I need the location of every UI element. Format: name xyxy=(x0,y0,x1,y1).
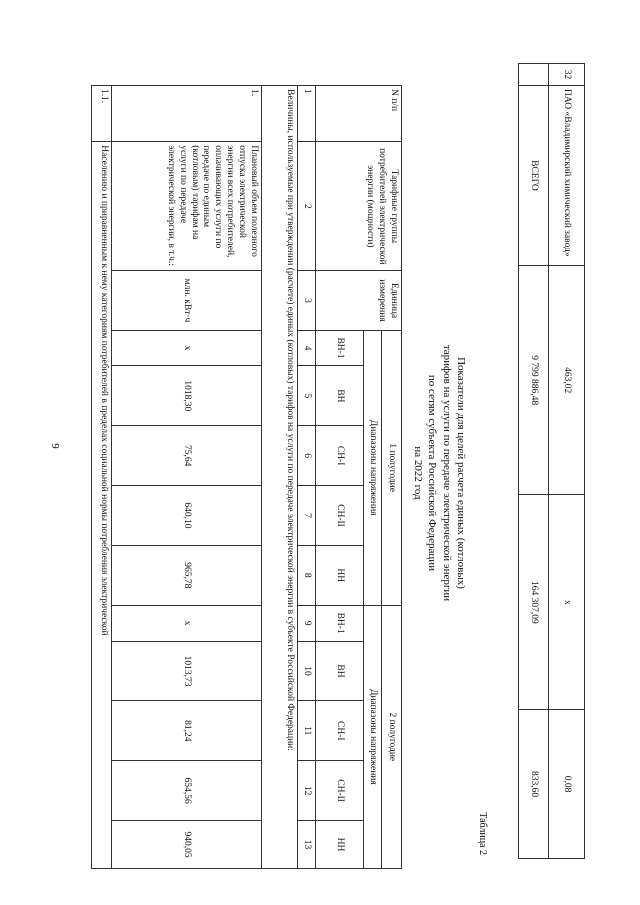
column-number: 2 xyxy=(298,142,316,271)
table-row xyxy=(112,86,262,869)
section-row xyxy=(262,86,298,869)
cell-value: 9 799 886,48 xyxy=(519,265,549,495)
column-number: 8 xyxy=(298,545,316,605)
page-number: 9 xyxy=(48,443,61,449)
column-number: 7 xyxy=(298,486,316,546)
column-number: 4 xyxy=(298,330,316,366)
col-header-sn1: СН-I xyxy=(316,701,364,761)
col-header-unit: Единица измерения xyxy=(316,271,402,330)
heading-line: на 2022 год xyxy=(412,446,425,500)
cell-value: 640,10 xyxy=(112,486,262,546)
column-number: 6 xyxy=(298,426,316,486)
cell-value: 965,78 xyxy=(112,545,262,605)
col-header-ranges: Диапазоны напряжения xyxy=(364,330,382,605)
cell-value: 75,64 xyxy=(112,426,262,486)
header-row xyxy=(382,86,402,869)
column-number: 9 xyxy=(298,605,316,641)
col-header-half2: 2 полугодие xyxy=(382,605,402,868)
row-number: 32 xyxy=(549,64,585,86)
column-number: 5 xyxy=(298,366,316,426)
col-header-sn1: СН-I xyxy=(316,426,364,486)
table-row xyxy=(92,86,112,869)
col-header-half1: 1 полугодие xyxy=(382,330,402,605)
cell-value: 1013,73 xyxy=(112,641,262,701)
cell-value: 0,08 xyxy=(549,710,585,859)
total-row xyxy=(519,64,549,859)
cell-value: 81,24 xyxy=(112,701,262,761)
col-header-nn: НН xyxy=(316,545,364,605)
table-heading xyxy=(411,213,468,733)
col-header-sn2: СН-II xyxy=(316,486,364,546)
col-header-ranges: Диапазоны напряжения xyxy=(364,605,382,868)
company-name: ПАО «Владимирский химический завод» xyxy=(549,85,585,265)
row-text: Населению и приравненным к нему категориям потребителей в пределах социальной нормы потребления электрической xyxy=(92,142,112,869)
row-number: 1.1. xyxy=(92,86,112,142)
cell-value: 1018,30 xyxy=(112,366,262,426)
cell-value: 164 307,09 xyxy=(519,495,549,710)
column-number: 11 xyxy=(298,701,316,761)
column-number: 12 xyxy=(298,761,316,821)
tariff-indicators-table xyxy=(91,85,402,869)
column-number: 1 xyxy=(298,86,316,142)
cell-value: 654,56 xyxy=(112,761,262,821)
col-header-vn1: ВН-1 xyxy=(316,605,364,641)
col-header-group: Тарифные группы потребителей электрической энергии (мощности) xyxy=(316,142,402,271)
cell-value: x xyxy=(549,495,585,710)
row-label: Плановый объем полезного отпуска электрической энергии всех потребителей, оплачивающих услуги по передаче по единым (котловым) тарифам на услуги по передаче электрической энергии, в т.ч.: xyxy=(112,142,262,271)
col-header-num: N п/п xyxy=(316,86,402,142)
section-text: Величины, используемые при утверждении (расчете) единых (котловых) тарифов на услуги по передаче электрической энергии в субъекте Российской Федерации: xyxy=(262,86,298,869)
heading-line: Показатели для целей расчета единых (котловых) xyxy=(455,357,467,589)
col-header-sn2: СН-II xyxy=(316,761,364,821)
column-numbers-row xyxy=(298,86,316,869)
row-number: 1. xyxy=(112,86,262,142)
heading-line: тарифов на услуги по передаче электрической энергии xyxy=(440,344,453,602)
column-number: 10 xyxy=(298,641,316,701)
cell-value: x xyxy=(112,330,262,366)
landscape-content xyxy=(85,63,585,869)
column-number: 13 xyxy=(298,821,316,869)
table-caption: Таблица 2 xyxy=(477,812,488,855)
heading-line: по сетям субъекта Российской Федерации xyxy=(426,374,439,572)
table-row xyxy=(549,64,585,859)
column-number: 3 xyxy=(298,271,316,330)
consumers-table-continued xyxy=(518,63,585,859)
total-label: ВСЕГО xyxy=(519,85,549,265)
col-header-nn: НН xyxy=(316,821,364,869)
cell-value: 940,05 xyxy=(112,821,262,869)
row-unit: млн. кВт·ч xyxy=(112,271,262,330)
col-header-vn: ВН xyxy=(316,366,364,426)
cell-value: 833,60 xyxy=(519,710,549,859)
cell-value: 463,02 xyxy=(549,265,585,495)
col-header-vn1: ВН-1 xyxy=(316,330,364,366)
cell-value: x xyxy=(112,605,262,641)
col-header-vn: ВН xyxy=(316,641,364,701)
